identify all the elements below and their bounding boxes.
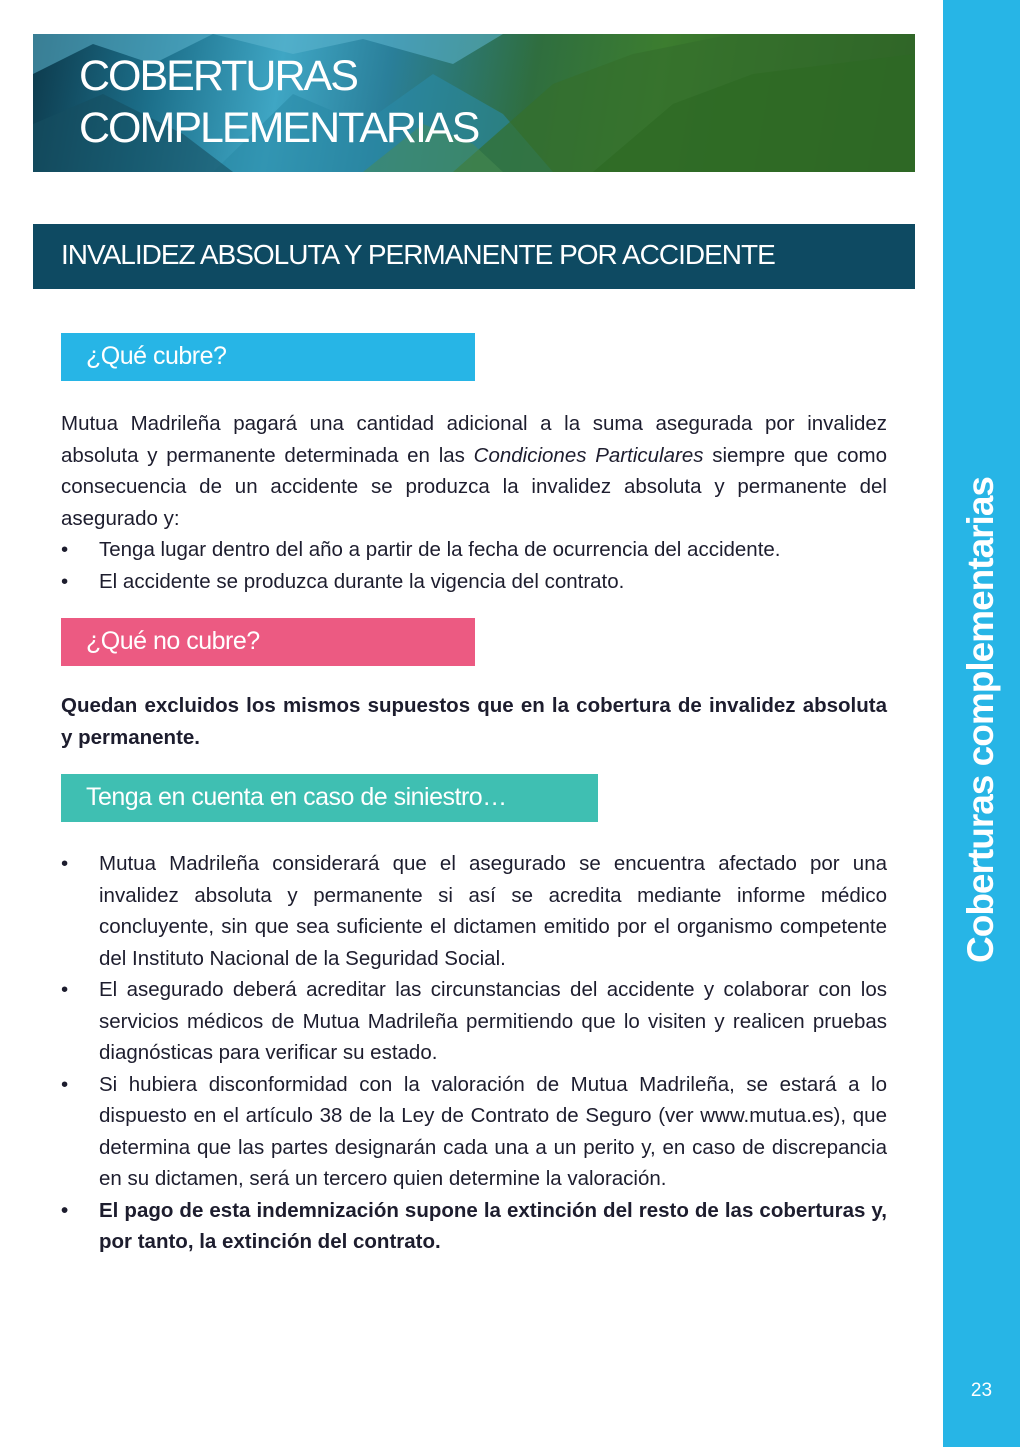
covers-heading — [61, 333, 475, 381]
list-item: • Mutua Madrileña considerará que el asegurado se encuentra afectado por una invalidez absoluta y permanente si así se acredita mediante informe médico concluyente, sin que sea suficiente el dictamen emitido por el organismo competente del Instituto Nacional de la Seguridad Social. — [61, 848, 887, 974]
header-banner — [33, 34, 915, 172]
covers-intro-start: Mutua Madrileña pagará una cantidad adicional a la suma asegurada por invalidez absoluta y permanente determinada en las — [61, 412, 887, 467]
not-covered-heading — [61, 618, 475, 666]
page-number: 23 — [970, 1380, 993, 1401]
covers-list — [61, 534, 887, 597]
claims-heading-label: Tenga en cuenta en caso de siniestro… — [86, 783, 507, 811]
sidebar-section-label: Coberturas complementarias — [960, 476, 1001, 964]
not-covered-section — [61, 690, 887, 753]
covers-intro — [61, 408, 887, 534]
covers-intro-end: siempre que como consecuencia de un accidente se produzca la invalidez absoluta y permanente del asegurado y: — [61, 443, 887, 530]
list-item: • El asegurado deberá acreditar las circunstancias del accidente y colaborar con los servicios médicos de Mutua Madrileña permitiendo que lo visiten y realicen pruebas diagnósticas para verificar su estado. — [61, 974, 887, 1069]
list-item: • Si hubiera disconformidad con la valoración de Mutua Madrileña, se estará a lo dispuesto en el artículo 38 de la Ley de Contrato de Seguro (ver www.mutua.es), que determina que las partes designarán cada una a un perito y, en caso de discrepancia en su dictamen, será un tercero quien determine la valoración. — [61, 1069, 887, 1195]
covers-section — [61, 408, 887, 597]
section-title: INVALIDEZ ABSOLUTA Y PERMANENTE POR ACCIDENTE — [61, 239, 775, 270]
list-item: • Tenga lugar dentro del año a partir de la fecha de ocurrencia del accidente. — [61, 534, 887, 566]
page-title-line-2: COMPLEMENTARIAS — [79, 104, 479, 152]
sidebar-band — [943, 0, 1020, 1447]
claims-section — [61, 848, 887, 1258]
list-item-bold: • El pago de esta indemnización supone la extinción del resto de las coberturas y, por tanto, la extinción del contrato. — [61, 1195, 887, 1258]
claims-list — [61, 848, 887, 1258]
list-item: • El accidente se produzca durante la vigencia del contrato. — [61, 566, 887, 598]
section-heading-bar — [33, 224, 915, 289]
page-title — [79, 50, 478, 154]
page-title-line-1: COBERTURAS — [79, 52, 357, 100]
not-covered-heading-label: ¿Qué no cubre? — [86, 627, 260, 655]
not-covered-text: Quedan excluidos los mismos supuestos que en la cobertura de invalidez absoluta y permanente. — [61, 694, 887, 749]
covers-intro-italic: Condiciones Particulares — [473, 443, 704, 467]
claims-heading — [61, 774, 598, 822]
covers-heading-label: ¿Qué cubre? — [86, 342, 227, 370]
